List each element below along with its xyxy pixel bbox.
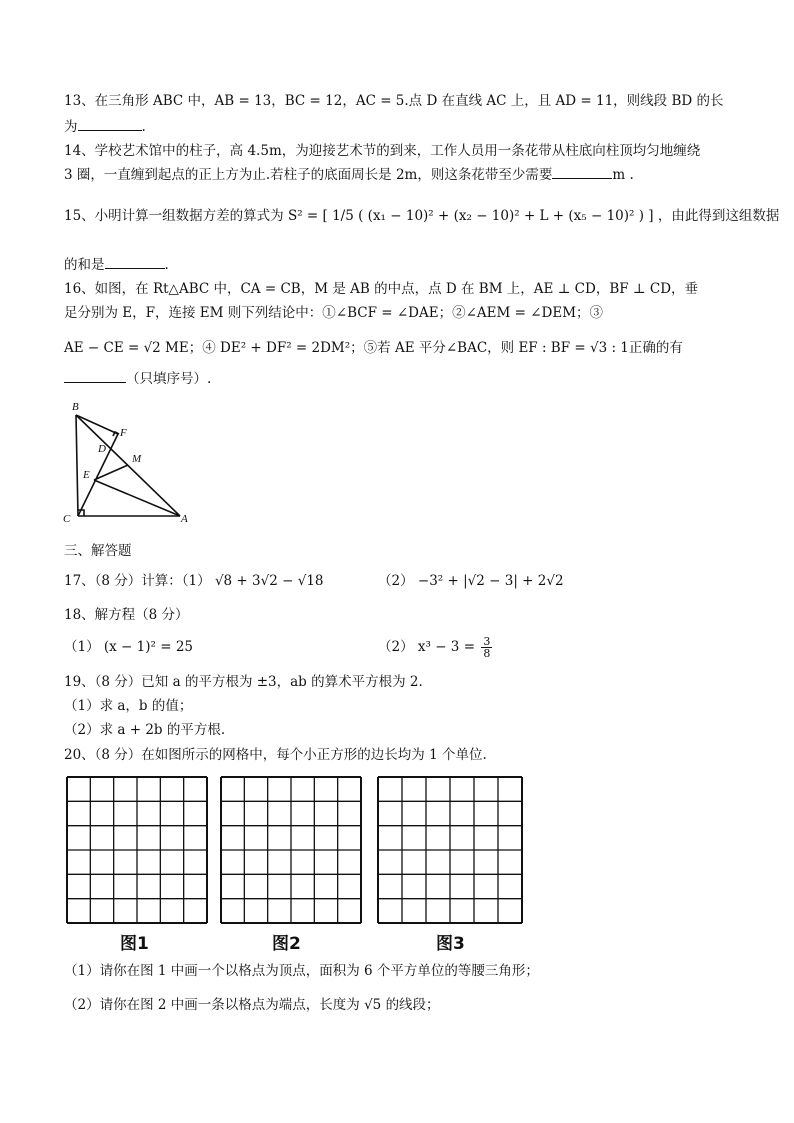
grid-figure-3[interactable] bbox=[377, 776, 523, 924]
q16-figure bbox=[58, 398, 198, 528]
q20-sub2 bbox=[64, 996, 440, 1014]
line-ea bbox=[94, 480, 180, 516]
q20-sub2-suffix: 的线段； bbox=[385, 997, 440, 1013]
q13-line2-prefix: 为 bbox=[64, 119, 78, 135]
q15-line2-suffix: . bbox=[164, 257, 169, 273]
label-f: F bbox=[120, 427, 127, 439]
label-d: D bbox=[98, 443, 106, 455]
q18-part1-label: （1） bbox=[64, 639, 100, 655]
q18-part2-num: 3 bbox=[483, 635, 491, 648]
q15-formula: S² = [ 1/5 ( (x₁ − 10)² + (x₂ − 10)² + L + (x₅ − 10)² ) ] bbox=[287, 208, 654, 224]
q17-line bbox=[64, 572, 324, 590]
q17-part2-line bbox=[378, 572, 564, 590]
q17-part2-label: （2） bbox=[378, 573, 414, 589]
q15-answer-blank[interactable] bbox=[105, 268, 165, 269]
q18-part2-label: （2） bbox=[378, 639, 414, 655]
q18-part2-lhs: x³ − 3 = bbox=[417, 639, 476, 655]
q14-line2-suffix: m . bbox=[612, 167, 634, 183]
caption-figure-1: 图1 bbox=[120, 934, 149, 954]
q13-line1: 13、在三角形 ABC 中，AB = 13，BC = 12，AC = 5.点 D 在直线 AC 上，且 AD = 11，则线段 BD 的长 bbox=[64, 93, 724, 109]
q18-part2-line bbox=[378, 632, 494, 662]
q15-line2-prefix: 的和是 bbox=[64, 257, 105, 273]
q19-sub1: （1）求 a，b 的值； bbox=[64, 698, 193, 714]
q17-part2: −3² + |√2 − 3| + 2√2 bbox=[417, 573, 564, 589]
q16-line1: 16、如图，在 Rt△ABC 中，CA = CB，M 是 AB 的中点，点 D 在 BM 上，AE ⊥ CD，BF ⊥ CD，垂 bbox=[64, 281, 699, 297]
label-a: A bbox=[181, 513, 188, 525]
q14-line2 bbox=[64, 166, 634, 184]
section3-title: 三、解答题 bbox=[64, 543, 132, 559]
q14-line1: 14、学校艺术馆中的柱子，高 4.5m，为迎接艺术节的到来，工作人员用一条花带从柱底向柱顶均匀地缠绕 bbox=[64, 143, 701, 159]
q13-line2 bbox=[64, 118, 146, 136]
grid-figure-2[interactable] bbox=[220, 776, 362, 924]
q20-stem: 20、（8 分）在如图所示的网格中，每个小正方形的边长均为 1 个单位. bbox=[64, 747, 487, 763]
grid-figure-1[interactable] bbox=[66, 776, 208, 924]
q16-line4 bbox=[64, 370, 211, 388]
q17-part1: √8 + 3√2 − √18 bbox=[214, 573, 324, 589]
q14-answer-blank[interactable] bbox=[552, 178, 612, 179]
q18-part2-den: 8 bbox=[483, 647, 491, 660]
q14-line2-prefix: 3 圈，一直缠到起点的正上方为止.若柱子的底面周长是 2m，则这条花带至少需要 bbox=[64, 167, 553, 183]
q16-line2: 足分别为 E，F，连接 EM 则下列结论中：①∠BCF = ∠DAE；②∠AEM = ∠DEM；③ bbox=[64, 305, 604, 321]
q15-prefix: 15、小明计算一组数据方差的算式为 bbox=[64, 208, 284, 224]
q17-stem: 17、（8 分）计算：（1） bbox=[64, 573, 211, 589]
label-b: B bbox=[72, 401, 79, 413]
label-m: M bbox=[132, 453, 142, 465]
q19-stem: 19、（8 分）已知 a 的平方根为 ±3，ab 的算术平方根为 2. bbox=[64, 674, 423, 690]
q18-stem: 18、解方程（8 分） bbox=[64, 607, 189, 623]
q18-part1: (x − 1)² = 25 bbox=[103, 639, 194, 655]
q18-part2-fraction bbox=[481, 636, 492, 659]
caption-figure-3: 图3 bbox=[436, 934, 465, 954]
q16-answer-blank[interactable] bbox=[64, 382, 126, 383]
line-bc bbox=[76, 415, 78, 516]
q13-line2-suffix: . bbox=[141, 119, 146, 135]
q18-part1-line bbox=[64, 638, 193, 656]
q19-sub2: （2）求 a + 2b 的平方根. bbox=[64, 722, 226, 738]
q13-answer-blank[interactable] bbox=[78, 130, 142, 131]
q20-sub1: （1）请你在图 1 中画一个以格点为顶点，面积为 6 个平方单位的等腰三角形； bbox=[64, 963, 539, 979]
q20-sub2-prefix: （2）请你在图 2 中画一条以格点为端点，长度为 bbox=[64, 997, 360, 1013]
q16-line3: AE − CE = √2 ME；④ DE² + DF² = 2DM²；⑤若 AE 平分∠BAC，则 EF : BF = √3 : 1正确的有 bbox=[64, 340, 683, 356]
q15-suffix: ，由此得到这组数据 bbox=[657, 208, 780, 224]
q15-line2 bbox=[64, 256, 169, 274]
q16-line4-suffix: （只填序号）. bbox=[126, 371, 212, 387]
line-bf bbox=[76, 415, 118, 434]
label-c: C bbox=[63, 513, 71, 525]
q15-line1 bbox=[64, 207, 779, 225]
caption-figure-2: 图2 bbox=[272, 934, 301, 954]
q20-sub2-value: √5 bbox=[364, 997, 382, 1013]
label-e: E bbox=[83, 469, 90, 481]
